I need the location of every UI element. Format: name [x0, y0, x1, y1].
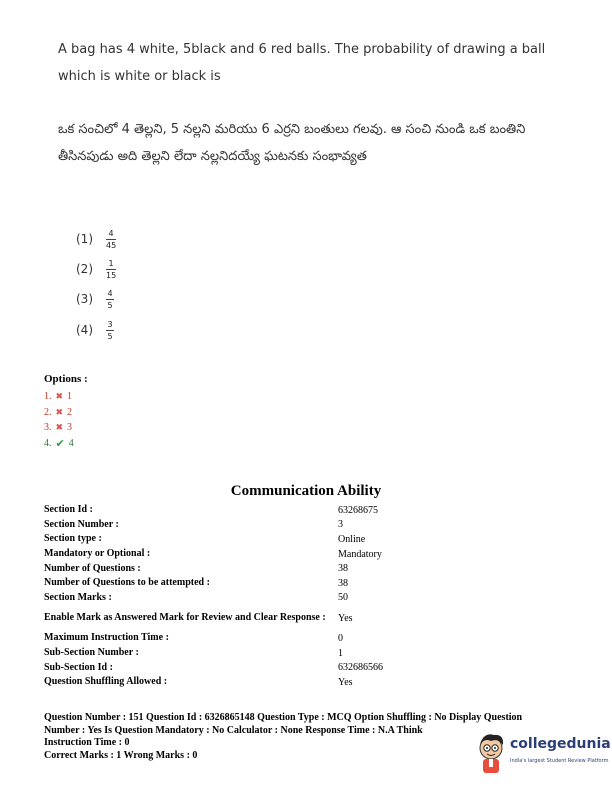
option-value: 2 [67, 406, 73, 418]
mascot-icon [474, 732, 508, 778]
options-list [44, 389, 74, 451]
option-value: 1 [67, 391, 73, 403]
option-index: 1. [44, 391, 52, 403]
section-detail-row [44, 561, 584, 576]
section-detail-row [44, 631, 584, 646]
numerator: 4 [108, 228, 114, 238]
option-status-row [44, 389, 74, 405]
detail-value: Yes [338, 676, 353, 688]
logo-tagline: India's largest Student Review Platform [510, 758, 609, 764]
numerator: 3 [107, 319, 113, 329]
detail-label: Maximum Instruction Time : [44, 632, 169, 644]
section-detail-row [44, 605, 584, 631]
fraction-bar [106, 269, 116, 270]
section-detail-row [44, 503, 584, 518]
detail-value: 38 [338, 577, 348, 589]
detail-label: Mandatory or Optional : [44, 548, 151, 560]
section-detail-row [44, 576, 584, 591]
denominator: 15 [106, 270, 117, 280]
detail-label: Sub-Section Number : [44, 647, 139, 659]
detail-value: 0 [338, 632, 343, 644]
detail-value: 3 [338, 519, 343, 531]
option-index: 3. [44, 422, 52, 434]
answer-choice [76, 226, 116, 252]
question-telugu: ఒక సంచిలో 4 తెల్లని, 5 నల్లని మరియు 6 ఎర్రని బంతులు గలవు. ఆ సంచి నుండి ఒక బంతిని తీసినపుడు అది తెల్లని లేదా నల్లనిదయ్యే ఘటనకు సంభావ్యత [58, 122, 526, 164]
footer-line-1: Question Number : 151 Question Id : 6326865148 Question Type : MCQ Option Shuffling : No Display Question [44, 712, 523, 723]
option-value: 3 [67, 422, 73, 434]
option-index: 4. [44, 438, 52, 450]
option-status-row [44, 436, 74, 452]
answer-choice [76, 317, 114, 343]
option-index: 2. [44, 406, 52, 418]
detail-value: Online [338, 533, 366, 545]
denominator: 45 [106, 240, 117, 250]
detail-value: 38 [338, 563, 348, 575]
cross-icon: ✖ [55, 406, 64, 417]
detail-value: 50 [338, 592, 348, 604]
detail-value: 1 [338, 647, 343, 659]
detail-label: Number of Questions : [44, 562, 141, 574]
footer-line-4: Correct Marks : 1 Wrong Marks : 0 [44, 749, 198, 761]
choice-number: (4) [76, 323, 93, 337]
detail-label: Section Number : [44, 518, 119, 530]
detail-label: Section Id : [44, 504, 93, 516]
section-detail-row [44, 547, 584, 562]
option-status-row [44, 405, 74, 421]
detail-label: Section type : [44, 533, 102, 545]
footer-line-3: Instruction Time : 0 [44, 737, 130, 749]
detail-label: Number of Questions to be attempted : [44, 577, 210, 589]
option-value: 4 [68, 438, 74, 450]
options-heading: Options : [44, 373, 88, 385]
detail-label: Question Shuffling Allowed : [44, 676, 168, 688]
section-details-table [44, 503, 584, 690]
detail-value: Mandatory [338, 548, 382, 560]
collegedunia-logo [474, 730, 611, 780]
detail-label: Section Marks : [44, 591, 112, 603]
fraction [106, 320, 114, 341]
footer-line-2: Number : Yes Is Question Mandatory : No Calculator : None Response Time : N.A Think [44, 724, 423, 736]
fraction [106, 259, 116, 280]
denominator: 5 [107, 300, 113, 310]
fraction [106, 289, 114, 310]
choice-number: (2) [76, 262, 93, 276]
numerator: 1 [108, 258, 114, 268]
choice-number: (3) [76, 292, 93, 306]
section-detail-row [44, 532, 584, 547]
logo-wordmark: collegedunia [510, 736, 611, 752]
detail-value: 63268675 [338, 504, 378, 516]
section-detail-row [44, 675, 584, 690]
cross-icon: ✖ [55, 422, 64, 433]
denominator: 5 [107, 331, 113, 341]
section-detail-row [44, 591, 584, 606]
answer-choice [76, 256, 116, 282]
fraction-bar [106, 299, 114, 300]
detail-value: Yes [338, 612, 353, 624]
section-detail-row [44, 660, 584, 675]
cross-icon: ✖ [55, 391, 64, 402]
check-icon: ✔ [55, 438, 65, 451]
answer-choice [76, 286, 114, 312]
section-title: Communication Ability [230, 483, 382, 499]
fraction-bar [106, 239, 116, 240]
detail-label: Sub-Section Id : [44, 661, 113, 673]
choice-number: (1) [76, 232, 93, 246]
fraction [106, 229, 116, 250]
detail-value: 632686566 [338, 662, 383, 674]
numerator: 4 [107, 288, 113, 298]
question-english: A bag has 4 white, 5black and 6 red balls. The probability of drawing a ball which is white or black is [58, 42, 546, 84]
option-status-row [44, 420, 74, 436]
section-detail-row [44, 646, 584, 661]
detail-label: Enable Mark as Answered Mark for Review and Clear Response : [44, 612, 326, 624]
section-detail-row [44, 518, 584, 533]
fraction-bar [106, 330, 114, 331]
